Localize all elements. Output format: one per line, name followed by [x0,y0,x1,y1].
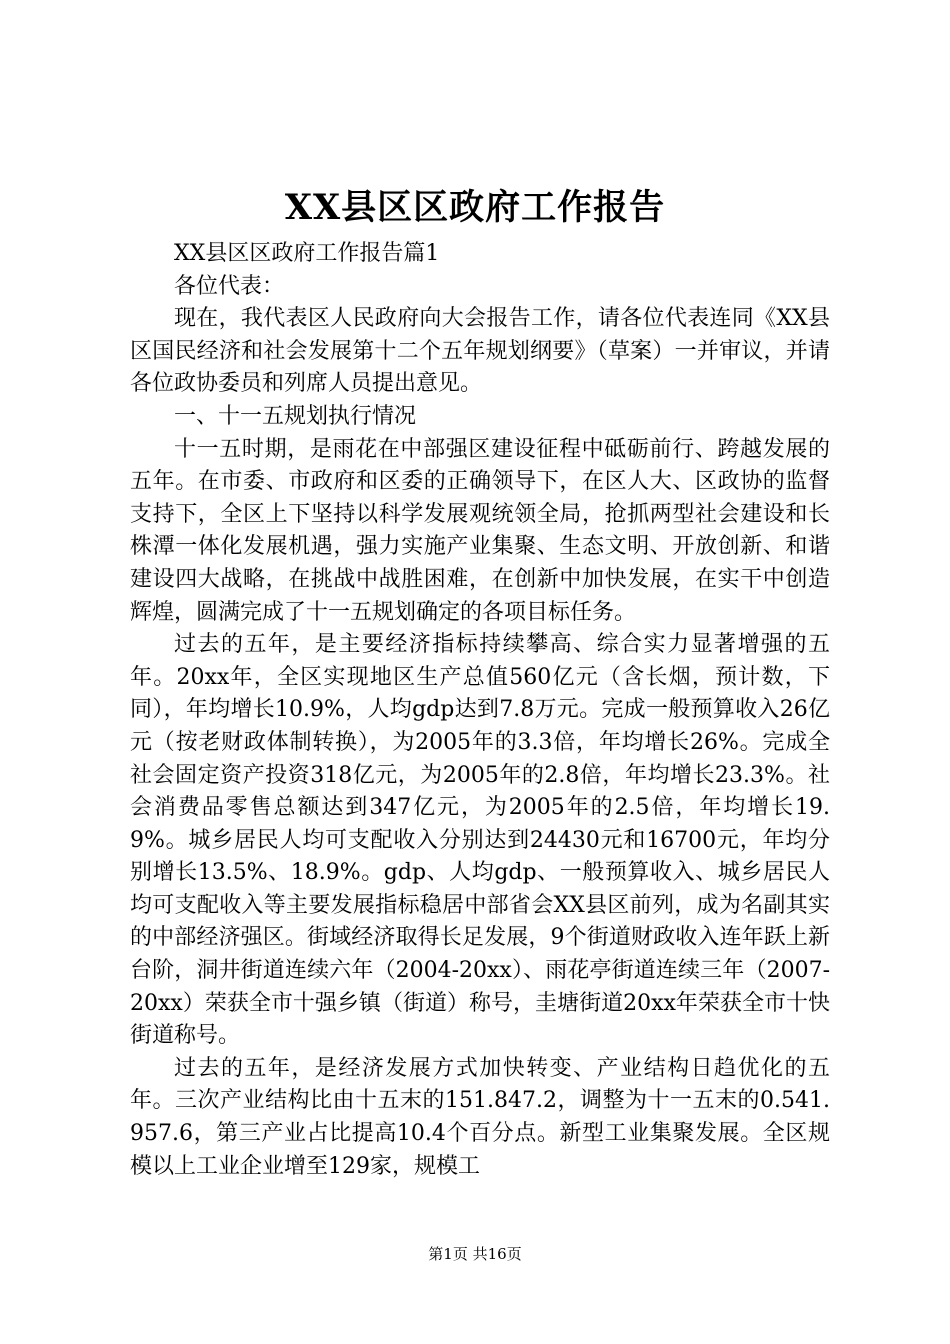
document-title: XX县区区政府工作报告 [284,187,666,228]
paragraph-section-heading: XX县区区政府工作报告篇1 [174,241,440,266]
paragraph-salutation: 各位代表： [174,273,285,299]
paragraph-heading-1: 一、十一五规划执行情况 [174,403,417,429]
paragraph-overview: 十一五时期，是雨花在中部强区建设征程中砥砺前行、跨越发展的五年。在市委、市政府和区委的正确领导下，在区人大、区政协的监督支持下，全区上下坚持以科学发展观统领全局，抢抓两型社会建设和长株潭一体化发展机遇，强力实施产业集聚、生态文明、开放创新、和谐建设四大战略，在挑战中战胜困难，在创新中加快发展，在实干中创造辉煌，圆满完成了十一五规划确定的各项目标任务。 [130,436,830,625]
paragraph-economic-indicators: 过去的五年，是主要经济指标持续攀高、综合实力显著增强的五年。20xx年，全区实现地区生产总值560亿元（含长烟，预计数，下同），年均增长10.9%，人均gdp达到7.8万元。完成一般预算收入26亿元（按老财政体制转换），为2005年的3.3倍，年均增长26%。完成全社会固定资产投资318亿元，为2005年的2.8倍，年均增长23.3%。社会消费品零售总额达到347亿元，为2005年的2.5倍，年均增长19.9%。城乡居民人均可支配收入分别达到24430元和16700元，年均分别增长13.5%、18.9%。gdp、人均gdp、一般预算收入、城乡居民人均可支配收入等主要发展指标稳居中部省会XX县区前列，成为名副其实的中部经济强区。街域经济取得长足发展，9个街道财政收入连年跃上新台阶，洞井街道连续六年（2004-20xx）、雨花亭街道连续三年（2007-20xx）荣获全市十强乡镇（街道）称号，圭塘街道20xx年荣获全市十快街道称号。 [130,632,830,1049]
page-footer: 第1页 共16页 [428,1245,522,1263]
paragraph-intro: 现在，我代表区人民政府向大会报告工作，请各位代表连同《XX县区国民经济和社会发展第十二个五年规划纲要》（草案）一并审议，并请各位政协委员和列席人员提出意见。 [130,306,830,397]
document-body [130,238,830,1178]
paragraph-industrial-structure: 过去的五年，是经济发展方式加快转变、产业结构日趋优化的五年。三次产业结构比由十五末的151.847.2，调整为十一五末的0.541.957.6，第三产业占比提高10.4个百分点。新型工业集聚发展。全区规模以上工业企业增至129家，规模工 [130,1055,830,1178]
